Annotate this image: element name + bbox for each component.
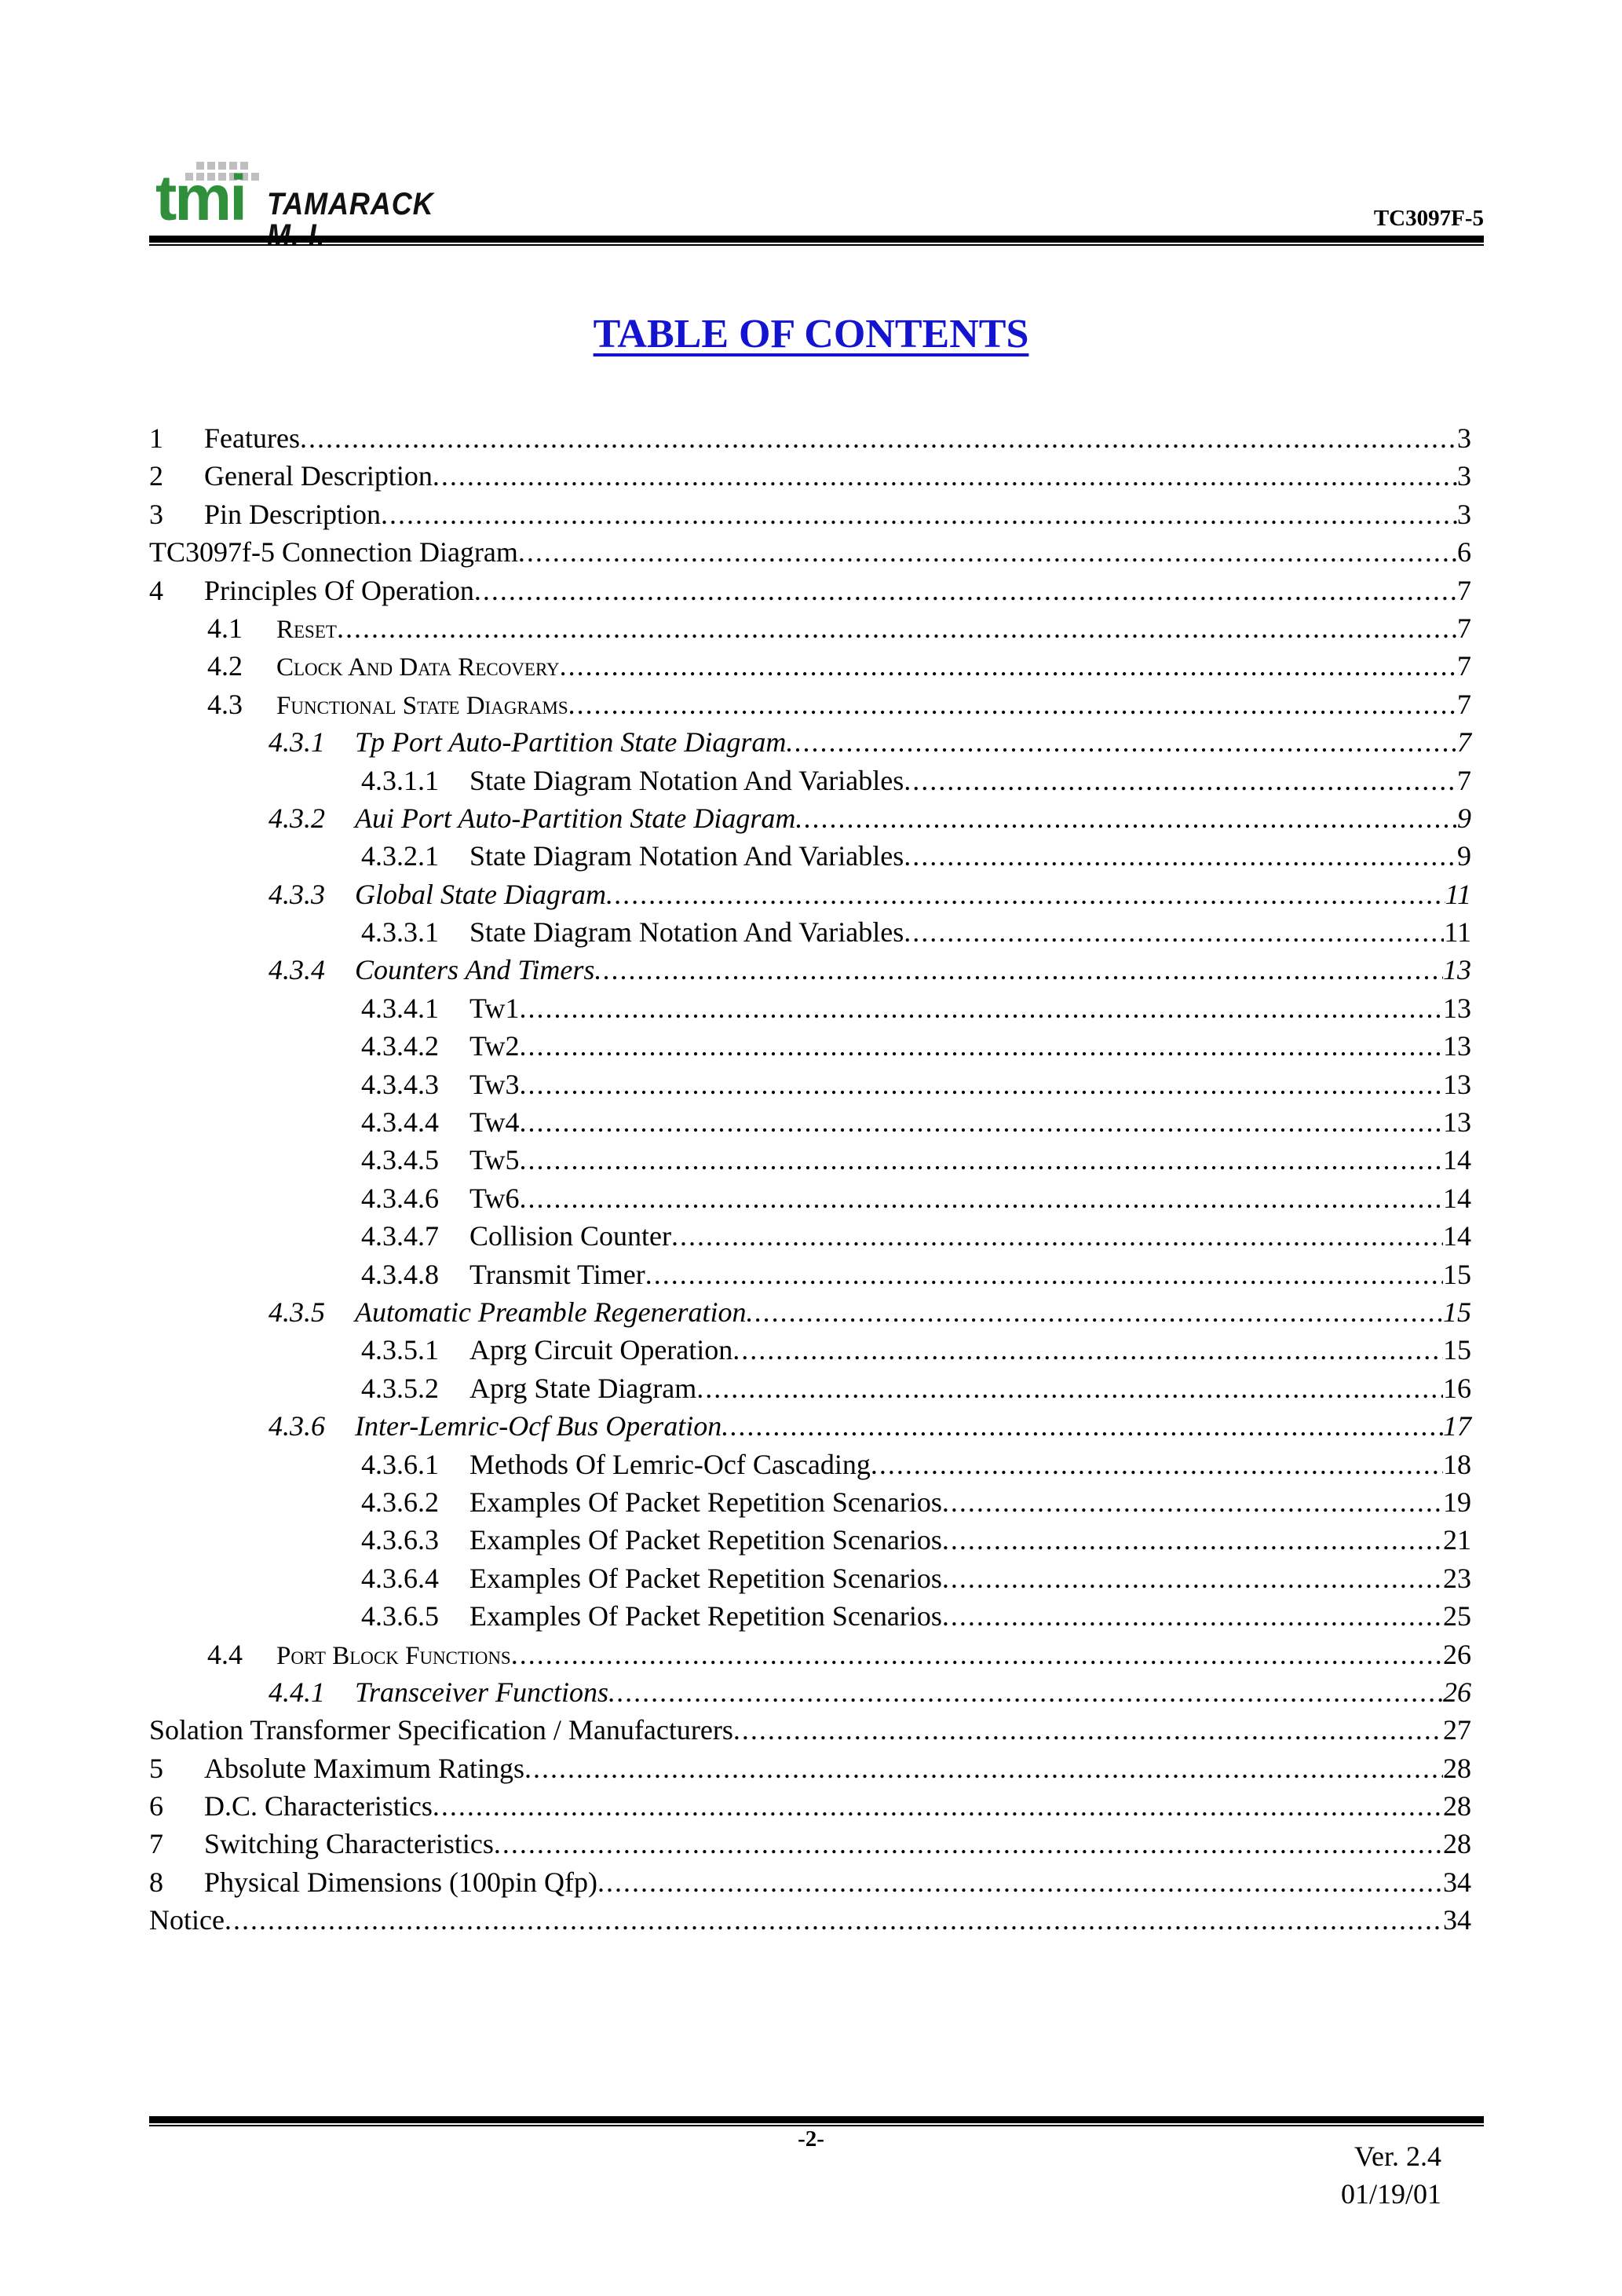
page-header	[149, 149, 1484, 239]
toc-entry[interactable]	[149, 723, 1471, 761]
toc-dot-leader	[300, 419, 1457, 457]
toc-entry-page: 7	[1457, 688, 1471, 720]
toc-entry-number: 4.4	[207, 1638, 243, 1670]
toc-entry-page: 15	[1443, 1258, 1471, 1290]
toc-entry-page: 16	[1443, 1372, 1471, 1404]
toc-entry-page: 9	[1457, 840, 1471, 872]
toc-dot-leader	[524, 1749, 1443, 1787]
toc-entry[interactable]	[149, 799, 1471, 837]
toc-dot-leader	[608, 1673, 1443, 1711]
toc-dot-leader	[786, 723, 1457, 761]
toc-entry-title: Switching Characteristics	[204, 1825, 494, 1863]
toc-entry-page: 19	[1443, 1486, 1471, 1518]
toc-entry[interactable]	[149, 533, 1471, 571]
toc-entry[interactable]	[149, 1331, 1471, 1369]
toc-entry[interactable]	[149, 1901, 1471, 1939]
toc-entry-title: Aui Port Auto-Partition State Diagram	[355, 799, 795, 837]
toc-entry-title: Aprg Circuit Operation	[469, 1331, 732, 1369]
toc-entry-page: 3	[1457, 422, 1471, 454]
toc-entry-number: 4.3.6.3	[361, 1524, 439, 1556]
toc-entry-number: 4.3.4	[269, 954, 325, 986]
toc-dot-leader	[645, 1256, 1443, 1293]
toc-entry-page: 27	[1443, 1714, 1471, 1746]
toc-entry-page: 17	[1443, 1410, 1471, 1442]
toc-entry-page: 23	[1443, 1562, 1471, 1594]
toc-entry-title: Functional State Diagrams	[276, 687, 568, 725]
toc-entry[interactable]	[149, 1825, 1471, 1863]
toc-entry-page: 11	[1445, 878, 1471, 910]
toc-dot-leader	[696, 1369, 1443, 1407]
toc-entry[interactable]	[149, 647, 1471, 685]
toc-entry-number: 4	[149, 574, 163, 606]
toc-entry-title: Inter-Lemric-Ocf Bus Operation	[355, 1407, 721, 1445]
toc-entry-title: State Diagram Notation And Variables	[469, 762, 904, 799]
toc-entry-number: 4.3.6.1	[361, 1448, 439, 1480]
toc-entry-title: Principles Of Operation	[204, 572, 474, 609]
toc-entry-title: Examples Of Packet Repetition Scenarios	[469, 1483, 942, 1521]
toc-entry[interactable]	[149, 876, 1471, 913]
toc-entry-number: 4.3	[207, 688, 243, 720]
toc-dot-leader	[606, 876, 1445, 913]
toc-dot-leader	[560, 647, 1457, 685]
toc-dot-leader	[474, 572, 1457, 609]
toc-entry-page: 7	[1457, 726, 1471, 759]
toc-entry-title: Notice	[149, 1901, 225, 1939]
toc-entry[interactable]	[149, 1673, 1471, 1711]
toc-dot-leader	[518, 533, 1457, 571]
toc-entry-number: 4.3.1	[269, 726, 325, 759]
toc-dot-leader	[225, 1901, 1443, 1939]
toc-entry-title: Tp Port Auto-Partition State Diagram	[355, 723, 786, 761]
toc-entry-title: Transceiver Functions	[355, 1673, 608, 1711]
toc-dot-leader	[671, 1217, 1443, 1255]
toc-entry[interactable]	[149, 1103, 1471, 1141]
toc-entry-number: 4.3.6	[269, 1410, 325, 1442]
toc-entry-number: 4.3.5.2	[361, 1372, 439, 1404]
toc-entry-page: 14	[1443, 1144, 1471, 1176]
toc-entry-page: 14	[1443, 1220, 1471, 1252]
toc-entry-page: 7	[1457, 574, 1471, 606]
toc-entry[interactable]	[149, 495, 1471, 533]
toc-entry[interactable]	[149, 1256, 1471, 1293]
toc-entry-title: TC3097f-5 Connection Diagram	[149, 533, 518, 571]
toc-entry-page: 7	[1457, 650, 1471, 682]
toc-entry[interactable]	[149, 1369, 1471, 1407]
toc-entry[interactable]	[149, 837, 1471, 875]
toc-dot-leader	[732, 1331, 1443, 1369]
footer-rule	[149, 2116, 1484, 2123]
toc-entry-number: 2	[149, 460, 163, 492]
toc-entry-number: 4.3.6.2	[361, 1486, 439, 1518]
toc-entry[interactable]	[149, 609, 1471, 647]
toc-entry-page: 34	[1443, 1866, 1471, 1898]
toc-entry-title: Global State Diagram	[355, 876, 606, 913]
toc-entry-page: 6	[1457, 536, 1471, 569]
toc-entry-page: 3	[1457, 460, 1471, 492]
toc-entry-title: Counters And Timers	[355, 951, 594, 989]
toc-dot-leader	[733, 1711, 1443, 1749]
toc-entry-number: 4.3.2	[269, 802, 325, 834]
toc-dot-leader	[519, 1179, 1443, 1217]
header-rule-thin	[149, 244, 1484, 246]
toc-entry-page: 13	[1443, 992, 1471, 1024]
toc-entry-title: State Diagram Notation And Variables	[469, 913, 904, 951]
toc-entry-number: 4.3.5	[269, 1296, 325, 1328]
toc-dot-leader	[433, 1787, 1443, 1825]
toc-dot-leader	[871, 1446, 1443, 1483]
toc-entry-page: 13	[1443, 1106, 1471, 1139]
toc-dot-leader	[942, 1559, 1443, 1597]
toc-entry-number: 4.4.1	[269, 1676, 325, 1708]
page-title[interactable]: TABLE OF CONTENTS	[593, 312, 1029, 356]
toc-entry-page: 13	[1443, 1030, 1471, 1062]
toc-entry-number: 4.3.4.1	[361, 992, 439, 1024]
revision-date: 01/19/01	[1340, 2178, 1441, 2210]
toc-dot-leader	[795, 799, 1457, 837]
toc-dot-leader	[519, 1103, 1443, 1141]
toc-entry-number: 4.3.4.6	[361, 1182, 439, 1214]
toc-entry-page: 15	[1443, 1296, 1471, 1328]
toc-entry[interactable]	[149, 1787, 1471, 1825]
toc-entry[interactable]	[149, 419, 1471, 457]
toc-entry-page: 18	[1443, 1448, 1471, 1480]
toc-entry-number: 4.3.2.1	[361, 840, 439, 872]
toc-entry-title: Clock And Data Recovery	[276, 649, 560, 686]
toc-entry-title: Transmit Timer	[469, 1256, 645, 1293]
toc-entry[interactable]	[149, 457, 1471, 495]
toc-dot-leader	[568, 686, 1457, 723]
toc-entry-number: 4.3.4.5	[361, 1144, 439, 1176]
toc-entry[interactable]	[149, 1749, 1471, 1787]
toc-entry-number: 4.3.4.8	[361, 1258, 439, 1290]
toc-entry-page: 28	[1443, 1828, 1471, 1860]
toc-entry-title: D.C. Characteristics	[204, 1787, 433, 1825]
toc-dot-leader	[747, 1293, 1443, 1331]
toc-entry[interactable]	[149, 1066, 1471, 1103]
toc-entry-number: 4.3.3	[269, 878, 325, 910]
toc-dot-leader	[519, 1027, 1443, 1065]
toc-entry[interactable]	[149, 762, 1471, 799]
toc-entry[interactable]	[149, 1179, 1471, 1217]
toc-dot-leader	[494, 1825, 1443, 1863]
toc-entry-number: 3	[149, 498, 163, 530]
toc-entry[interactable]	[149, 913, 1471, 951]
toc-entry[interactable]	[149, 1559, 1471, 1597]
toc-entry-number: 4.1	[207, 612, 243, 644]
toc-entry-page: 21	[1443, 1524, 1471, 1556]
toc-entry-title: Tw6	[469, 1179, 519, 1217]
toc-entry[interactable]	[149, 1217, 1471, 1255]
table-of-contents	[149, 419, 1471, 1940]
toc-dot-leader	[511, 1636, 1443, 1673]
toc-dot-leader	[519, 989, 1443, 1027]
toc-entry-number: 4.3.4.4	[361, 1106, 439, 1139]
toc-entry-page: 7	[1457, 612, 1471, 644]
toc-entry-title: Collision Counter	[469, 1217, 671, 1255]
toc-entry-page: 26	[1443, 1638, 1471, 1670]
toc-entry-title: Examples Of Packet Repetition Scenarios	[469, 1521, 942, 1559]
toc-entry-number: 4.3.6.5	[361, 1600, 439, 1632]
toc-entry-title: Tw5	[469, 1141, 519, 1179]
toc-entry[interactable]	[149, 1636, 1471, 1673]
toc-entry-number: 4.3.4.2	[361, 1030, 439, 1062]
toc-dot-leader	[433, 457, 1457, 495]
toc-entry[interactable]	[149, 951, 1471, 989]
toc-dot-leader	[337, 609, 1457, 647]
toc-entry[interactable]	[149, 1521, 1471, 1559]
toc-entry-page: 28	[1443, 1790, 1471, 1823]
toc-dot-leader	[519, 1066, 1443, 1103]
toc-dot-leader	[942, 1483, 1443, 1521]
toc-entry-page: 34	[1443, 1904, 1471, 1936]
toc-entry[interactable]	[149, 1407, 1471, 1445]
toc-dot-leader	[519, 1141, 1443, 1179]
toc-entry[interactable]	[149, 1863, 1471, 1901]
version-block	[1341, 2137, 1441, 2213]
toc-entry-title: Pin Description	[204, 495, 381, 533]
toc-entry-title: Tw4	[469, 1103, 519, 1141]
toc-entry[interactable]	[149, 1446, 1471, 1483]
toc-entry-number: 4.3.1.1	[361, 764, 439, 796]
header-rule	[149, 236, 1484, 243]
toc-entry-title: Examples Of Packet Repetition Scenarios	[469, 1559, 942, 1597]
toc-entry-page: 28	[1443, 1752, 1471, 1784]
toc-dot-leader	[904, 837, 1457, 875]
toc-entry-title: Methods Of Lemric-Ocf Cascading	[469, 1446, 871, 1483]
toc-entry[interactable]	[149, 1483, 1471, 1521]
version: Ver. 2.4	[1354, 2141, 1441, 2172]
toc-entry[interactable]	[149, 686, 1471, 723]
toc-entry-title: Examples Of Packet Repetition Scenarios	[469, 1597, 942, 1635]
toc-entry[interactable]	[149, 572, 1471, 609]
toc-entry-title: General Description	[204, 457, 433, 495]
toc-entry-number: 1	[149, 422, 163, 454]
brand-name: TAMARACK	[267, 187, 434, 221]
toc-entry[interactable]	[149, 1597, 1471, 1635]
toc-entry[interactable]	[149, 1293, 1471, 1331]
toc-entry-number: 6	[149, 1790, 163, 1823]
toc-entry-number: 4.3.4.3	[361, 1068, 439, 1100]
toc-entry-page: 26	[1443, 1676, 1471, 1708]
toc-dot-leader	[904, 762, 1457, 799]
document-number: TC3097F-5	[1373, 206, 1484, 231]
toc-entry-page: 15	[1443, 1334, 1471, 1366]
toc-dot-leader	[904, 913, 1444, 951]
toc-dot-leader	[942, 1521, 1443, 1559]
company-logo	[149, 149, 479, 232]
toc-dot-leader	[942, 1597, 1443, 1635]
toc-entry-number: 4.2	[207, 650, 243, 682]
toc-entry[interactable]	[149, 1141, 1471, 1179]
toc-entry-title: Reset	[276, 611, 337, 649]
toc-entry-page: 3	[1457, 498, 1471, 530]
toc-entry-title: Tw3	[469, 1066, 519, 1103]
toc-entry-title: Features	[204, 419, 300, 457]
toc-dot-leader	[594, 951, 1443, 989]
logo-tmi-text: tmi	[155, 163, 245, 234]
toc-entry-number: 8	[149, 1866, 163, 1898]
toc-entry-number: 4.3.4.7	[361, 1220, 439, 1252]
toc-entry-title: Port Block Functions	[276, 1637, 511, 1675]
toc-dot-leader	[721, 1407, 1443, 1445]
toc-entry-number: 5	[149, 1752, 163, 1784]
toc-entry[interactable]	[149, 989, 1471, 1027]
toc-entry-title: Absolute Maximum Ratings	[204, 1749, 524, 1787]
toc-entry-page: 25	[1443, 1600, 1471, 1632]
toc-entry-title: Tw2	[469, 1027, 519, 1065]
toc-entry[interactable]	[149, 1027, 1471, 1065]
toc-entry-number: 4.3.5.1	[361, 1334, 439, 1366]
toc-entry-number: 7	[149, 1828, 163, 1860]
toc-entry-title: State Diagram Notation And Variables	[469, 837, 904, 875]
toc-entry-page: 13	[1443, 954, 1471, 986]
toc-entry-number: 4.3.3.1	[361, 916, 439, 949]
toc-entry[interactable]	[149, 1711, 1471, 1749]
page-number: -2-	[798, 2126, 824, 2152]
toc-entry-page: 7	[1457, 764, 1471, 796]
toc-entry-page: 11	[1444, 916, 1471, 949]
toc-entry-number: 4.3.6.4	[361, 1562, 439, 1594]
toc-dot-leader	[597, 1863, 1443, 1901]
toc-entry-title: Automatic Preamble Regeneration	[355, 1293, 747, 1331]
toc-entry-title: Aprg State Diagram	[469, 1369, 696, 1407]
toc-entry-title: Tw1	[469, 989, 519, 1027]
toc-dot-leader	[381, 495, 1457, 533]
toc-entry-title: Solation Transformer Specification / Manufacturers	[149, 1711, 733, 1749]
toc-entry-page: 9	[1457, 802, 1471, 834]
toc-entry-page: 14	[1443, 1182, 1471, 1214]
toc-entry-title: Physical Dimensions (100pin Qfp)	[204, 1863, 597, 1901]
toc-entry-page: 13	[1443, 1068, 1471, 1100]
